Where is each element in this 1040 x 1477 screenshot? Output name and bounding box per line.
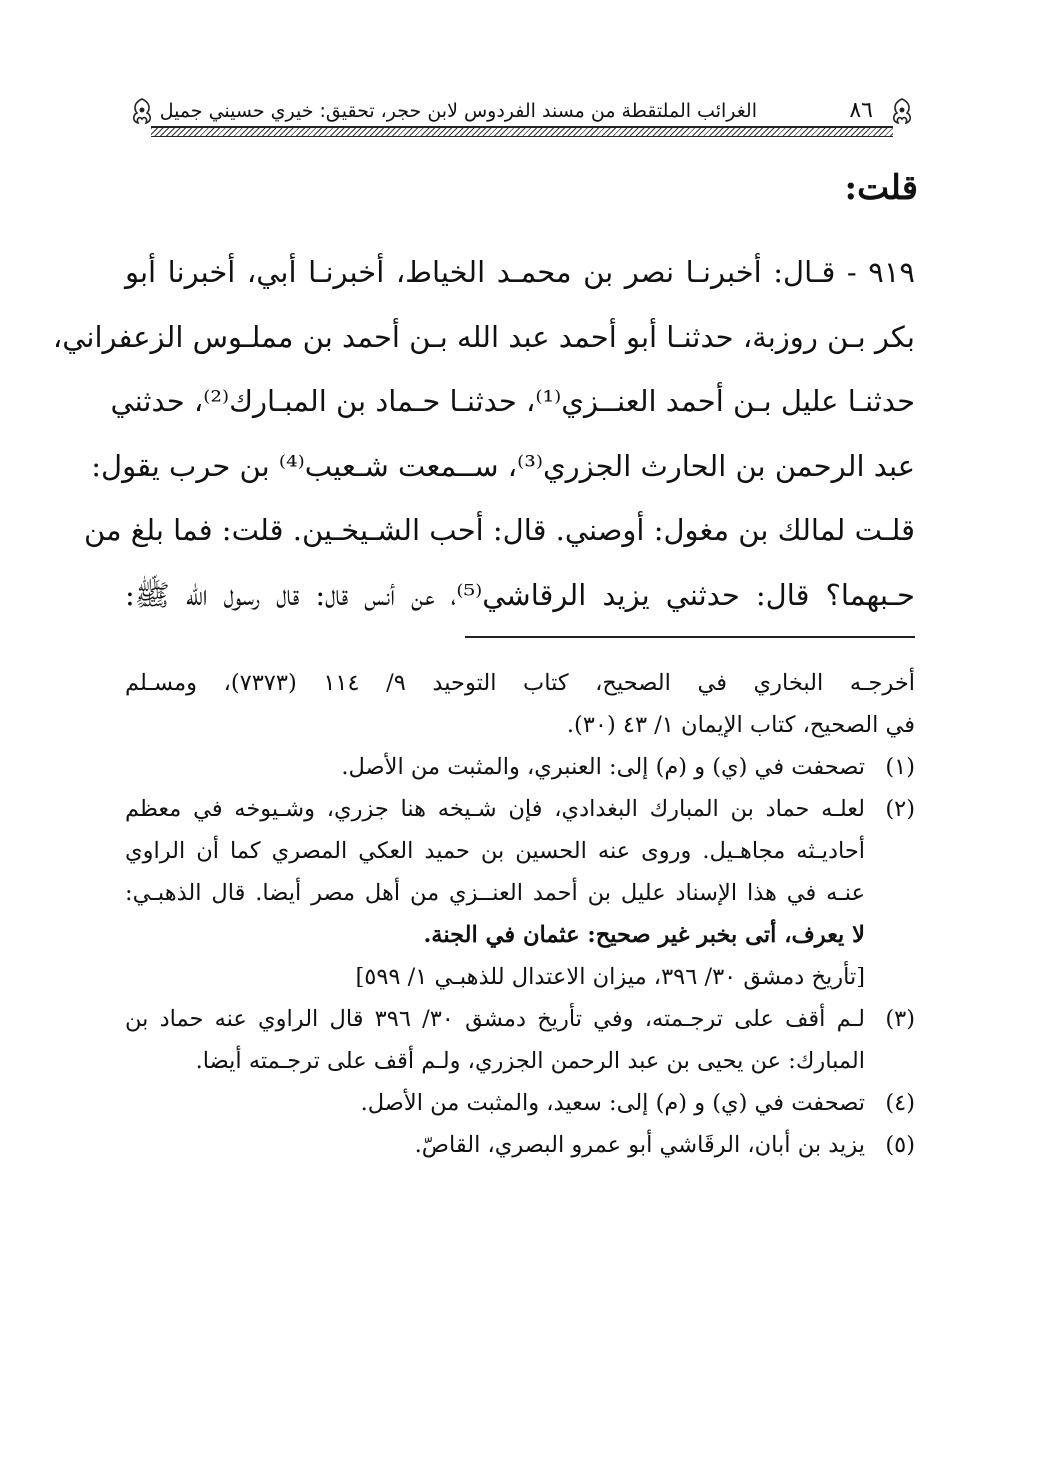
footnote-line: يزيد بن أبان، الرقَاشي أبو عمرو البصري، القاصّ. xyxy=(414,1132,865,1158)
running-title: الغرائب الملتقطة من مسند الفردوس لابن حجر، تحقيق: خيري حسيني جميل xyxy=(159,100,757,122)
footnote-number: (٣) xyxy=(885,1006,915,1032)
footnote-number: (١) xyxy=(885,754,915,780)
footnote-4 xyxy=(125,1082,915,1124)
footnote-line: تصحفت في (ي) و (م) إلى: العنبري، والمثبت من الأصل. xyxy=(341,754,865,780)
footnote-body xyxy=(125,998,865,1082)
footnote-line: [تأريخ دمشق ٣٠/ ٣٩٦، ميزان الاعتدال للذهبـي ١/ ٥٩٩] xyxy=(355,964,865,990)
section-heading: قلت: xyxy=(844,168,918,208)
footnote-2 xyxy=(125,788,915,998)
ornament-icon xyxy=(887,96,917,126)
text-line: حـبهما؟ قال: حدثني يزيد الرقاشي⁽⁵⁾، عن أنس قال: قال رسول الله ﷺ: xyxy=(125,577,915,612)
page-header xyxy=(127,90,917,142)
footnote-line: المبارك: عن يحيى بن عبد الرحمن الجزري، ولـم أقف على ترجـمته أيضا. xyxy=(195,1048,865,1074)
takhrij-line: أخرجـه البخاري في الصحيح، كتاب التوحيد ٩/ ١١٤ (٧٣٧٣)، ومسـلم xyxy=(125,670,915,696)
footnote-number: (٥) xyxy=(885,1132,915,1158)
text-line: عبد الرحمن بن الحارث الجزري⁽³⁾، ســمعت شـعيب⁽⁴⁾ بن حرب يقول: xyxy=(91,448,915,483)
footnote-line: تصحفت في (ي) و (م) إلى: سعيد، والمثبت من الأصل. xyxy=(360,1090,865,1116)
footnote-separator xyxy=(465,636,915,638)
footnote-body xyxy=(125,1124,865,1166)
hadith-text xyxy=(52,240,915,627)
footnotes xyxy=(125,662,915,1166)
ornament-icon xyxy=(127,96,157,126)
footnote-body xyxy=(125,746,865,788)
footnote-number: (٢) xyxy=(885,796,915,822)
page-number: ٨٦ xyxy=(849,98,873,123)
footnote-line: لـم أقف على ترجـمته، وفي تأريخ دمشق ٣٠/ ٣٩٦ قال الراوي عنه حماد بن xyxy=(125,1006,865,1032)
footnote-number: (٤) xyxy=(885,1090,915,1116)
footnote-line: لا يعرف، أتى بخبر غير صحيح: عثمان في الجنة. xyxy=(423,922,865,948)
footnote-body xyxy=(125,1082,865,1124)
text-line: قلـت لمالك بن مغول: أوصني. قال: أحب الشـيخـين. قلت: فما بلغ من xyxy=(83,513,915,547)
footnote-line: لعلـه حماد بن المبارك البغدادي، فإن شـيخه هنا جزري، وشـيوخه في معظم xyxy=(125,796,865,822)
header-rule xyxy=(151,126,893,137)
footnote-body xyxy=(125,788,865,998)
footnote-1 xyxy=(125,746,915,788)
text-line: حدثنـا عليل بـن أحمد العنــزي⁽¹⁾، حدثنـا حـماد بن المبـارك⁽²⁾، حدثني xyxy=(110,384,915,418)
text-line: بكر بـن روزبة، حدثنـا أبو أحمد عبد الله بـن أحمد بن مملـوس الزعفراني، xyxy=(52,319,915,354)
footnote-5 xyxy=(125,1124,915,1166)
footnote-3 xyxy=(125,998,915,1082)
footnote-line: عنـه في هذا الإسناد عليل بن أحمد العنــزي من أهل مصر أيضا. قال الذهبـي: xyxy=(125,880,865,906)
footnote-line: أحاديـثه مجاهـيل. وروى عنه الحسين بن حميد العكي المصري كما أن الراوي xyxy=(125,838,865,864)
text-line: ٩١٩ - قـال: أخبرنـا نصر بن محمـد الخياط، أخبرنـا أبي، أخبرنا أبو xyxy=(125,255,915,289)
takhrij-line: في الصحيح، كتاب الإيمان ١/ ٤٣ (٣٠). xyxy=(566,712,915,738)
